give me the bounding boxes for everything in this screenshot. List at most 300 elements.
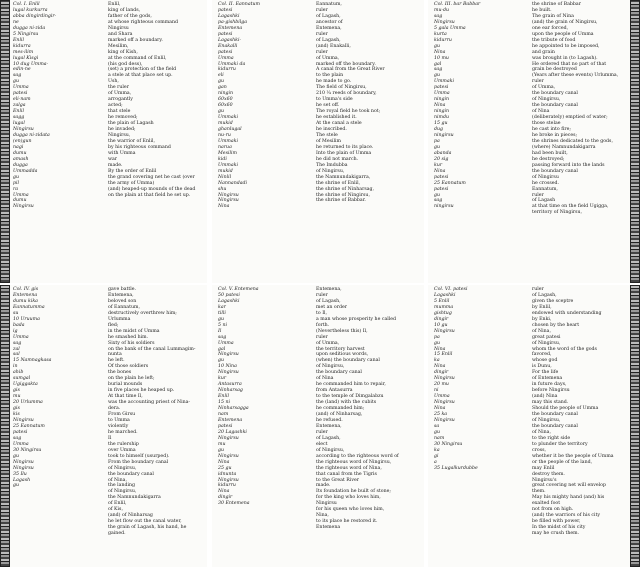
translation-line: (Years after these events) Urlumma,: [532, 73, 619, 79]
sumerian-line: 10 Uruuma: [13, 316, 40, 322]
translation-line: by Enlil,: [532, 304, 552, 310]
sumerian-line: 35 Ilu: [13, 471, 27, 477]
sumerian-line: zalga: [13, 103, 26, 109]
translation-line: the righteous word of Nina,: [316, 465, 382, 471]
translation-line: In the midst of his city: [532, 525, 586, 531]
translation-line: great patesi: [532, 334, 561, 340]
translation-line: ruler: [316, 31, 328, 37]
sumerian-line: Ummaki da: [218, 61, 246, 67]
translation-line: ruler: [532, 79, 544, 85]
translation-line: Entemena,: [316, 423, 342, 429]
translation-line: (where) Namnundakigarra: [532, 144, 596, 150]
sumerian-line: Ningirsu: [13, 417, 34, 423]
translation-line: (Nevertheless this) Il,: [316, 328, 368, 334]
sumerian-line: ahib: [13, 370, 24, 376]
sumerian-line: gu: [13, 79, 20, 85]
translation-line: he inscribed.: [316, 127, 347, 133]
sumerian-line: Eannatumma: [13, 304, 45, 310]
translation-line: Entemena,: [316, 287, 342, 292]
sumerian-line: dumu: [13, 150, 27, 156]
translation-line: is Dunu,: [532, 364, 552, 370]
translation-line: of Ningirsu,: [316, 364, 345, 370]
translation-line: cross,: [532, 447, 546, 453]
translation-line: gained.: [108, 531, 126, 537]
sumerian-line: Ningirsu: [13, 465, 34, 471]
sumerian-line: kidurru: [434, 37, 452, 43]
translation-line: he refused.: [316, 417, 343, 423]
translation-line: of Mesilim: [316, 138, 341, 144]
sumerian-line: tilli: [218, 310, 226, 316]
col4-english: [108, 287, 195, 537]
translation-line: over Umma: [108, 447, 136, 453]
sumerian-line: 20 sig: [434, 156, 449, 162]
col5-english: [316, 287, 399, 531]
sumerian-line: ra: [13, 186, 19, 192]
sumerian-line: kar: [218, 304, 226, 310]
sumerian-line: sag: [13, 435, 22, 441]
translation-line: (when) the boundary canal: [316, 358, 380, 364]
translation-line: of Lagash: [532, 198, 556, 204]
translation-line: to the plain: [316, 73, 344, 79]
sumerian-line: Col. V. Entemena: [218, 287, 259, 292]
translation-line: ruler: [532, 192, 544, 198]
panel-2: [212, 0, 424, 283]
sumerian-line: ningin: [218, 91, 234, 97]
sumerian-line: mu-du: [434, 7, 450, 13]
sumerian-line: sag: [13, 340, 22, 346]
sumerian-line: gal: [434, 61, 442, 67]
sumerian-line: Antasurra: [218, 382, 242, 388]
translation-line: grain be destroyed: [532, 67, 577, 73]
translation-line: A canal from the Great River: [316, 67, 385, 73]
translation-line: the bones: [108, 370, 132, 376]
sumerian-line: gu: [434, 192, 441, 198]
translation-line: may this stand.: [532, 400, 569, 406]
sumerian-line: Ningirsu: [218, 370, 239, 376]
sumerian-line: 10 Nina: [218, 364, 237, 370]
sumerian-line: gis: [13, 406, 20, 412]
translation-line: of Entemena: [532, 376, 563, 382]
translation-line: he built.: [532, 7, 552, 13]
translation-line: Enlil,: [108, 2, 121, 7]
sumerian-line: ningin: [434, 97, 450, 103]
translation-line: the grand covering net he cast (over: [108, 174, 195, 180]
sumerian-line: mukid: [218, 168, 233, 174]
sumerian-line: Ummadda: [13, 168, 38, 174]
translation-line: he cast into fire;: [532, 127, 571, 133]
translation-line: he broke in pieces;: [532, 132, 578, 138]
sumerian-line: sagg: [13, 115, 25, 121]
translation-line: of Ningirsu,: [532, 97, 561, 103]
sumerian-line: 20 mu: [434, 382, 449, 388]
translation-line: ruler: [316, 334, 328, 340]
sumerian-line: sag: [434, 198, 443, 204]
translation-line: and grain: [532, 49, 555, 55]
sumerian-line: Ugiggakta: [13, 382, 38, 388]
translation-line: he did not march.: [316, 156, 359, 162]
sumerian-line: Umma: [13, 192, 29, 198]
sumerian-line: 25 Eannatum: [434, 180, 466, 186]
translation-line: met an order: [316, 304, 347, 310]
sumerian-line: 5 ni: [218, 322, 227, 328]
translation-line: that stele: [108, 109, 131, 115]
translation-line: the shrine of Ninharsag,: [316, 186, 375, 192]
col6-sumerian: [434, 287, 478, 472]
sumerian-line: Lagash: [13, 477, 31, 483]
translation-line: of Nina,: [108, 477, 127, 483]
translation-line: he destroyed;: [532, 156, 565, 162]
sumerian-line: ningirsu: [434, 204, 454, 210]
sumerian-line: gu: [13, 174, 20, 180]
translation-line: He ordered that no part of that: [532, 61, 607, 67]
translation-line: (and) of Ninharsag: [108, 513, 153, 519]
translation-line: to the Great River: [316, 477, 359, 483]
translation-line: at that time on the field Ugigga,: [532, 204, 609, 210]
translation-line: ruler: [316, 429, 328, 435]
sumerian-line: 5 Ningirsu: [13, 31, 39, 37]
sumerian-line: dumu: [13, 198, 27, 204]
sumerian-line: narua: [218, 144, 232, 150]
translation-line: he smashed him.: [108, 334, 149, 340]
translation-line: exalted foot: [532, 501, 561, 507]
sumerian-line: zal: [13, 346, 20, 352]
translation-line: he let flow out the canal water,: [108, 519, 182, 525]
translation-line: of Ningirsu,: [316, 168, 345, 174]
translation-line: king of lands,: [108, 7, 141, 13]
translation-line: he commanded him to repair,: [316, 382, 386, 388]
translation-line: he invaded;: [108, 127, 136, 133]
sumerian-line: 20 Urlumma: [13, 400, 43, 406]
sumerian-line: nu-ru: [218, 132, 231, 138]
sumerian-line: sag: [434, 67, 443, 73]
translation-line: Sixty of his soldiers: [108, 340, 155, 346]
translation-line: or the people of the land,: [532, 459, 593, 465]
translation-line: at whose righteous command: [108, 19, 178, 25]
translation-line: the boundary canal: [532, 91, 578, 97]
translation-line: ruler: [316, 7, 328, 13]
sumerian-line: ka: [434, 358, 440, 364]
translation-line: of Umma,: [532, 85, 556, 91]
translation-line: Il: [108, 435, 112, 441]
translation-line: he made to go.: [316, 79, 352, 85]
sumerian-line: dugga ni-zidata: [13, 132, 50, 138]
translation-line: to its place he restored it.: [316, 519, 378, 525]
translation-line: to Umma's side: [316, 97, 353, 103]
translation-line: the boundary canal: [532, 168, 578, 174]
translation-line: of Ningirsu,: [316, 447, 345, 453]
translation-line: by Enki,: [532, 316, 552, 322]
translation-line: elect: [316, 441, 328, 447]
sumerian-line: 25 ka: [434, 412, 448, 418]
sumerian-line: patesi: [218, 31, 233, 37]
sumerian-line: ningin: [434, 109, 450, 115]
translation-line: of Umma,: [316, 340, 340, 346]
sumerian-line: 10 dug Umma-: [13, 61, 49, 67]
translation-line: the tribute of food: [532, 37, 576, 43]
sumerian-line: Nina: [218, 204, 230, 210]
sumerian-line: pa: [434, 138, 440, 144]
translation-line: forth.: [316, 322, 330, 328]
sumerian-line: Umma: [218, 340, 234, 346]
translation-line: (and) Enakalli,: [316, 43, 351, 49]
sumerian-line: Nannandadi: [218, 180, 248, 186]
translation-line: one ear forced,: [532, 25, 569, 31]
translation-line: to plunder the territory: [532, 441, 588, 447]
sumerian-line: gu: [218, 109, 225, 115]
translation-line: to Umma: [108, 417, 130, 423]
panel-1: [0, 0, 207, 283]
sumerian-line: 25 Eannatum: [13, 423, 45, 429]
translation-line: to the right side: [532, 435, 571, 441]
sumerian-line: gu: [218, 358, 225, 364]
sumerian-line: kur: [218, 376, 227, 382]
translation-line: For the life: [532, 370, 559, 376]
translation-line: territory of Ningirsu,: [532, 210, 583, 216]
translation-line: the rulership: [108, 441, 139, 447]
translation-line: them.: [532, 489, 546, 495]
sumerian-line: Ningirsu: [434, 376, 455, 382]
translation-line: marked off the boundary.: [316, 61, 376, 67]
sumerian-line: patesi: [218, 7, 233, 13]
sumerian-line: Ummaki: [218, 162, 238, 168]
sumerian-line: gu: [434, 73, 441, 79]
sumerian-line: ig: [13, 328, 18, 334]
translation-line: king of Kish,: [108, 49, 138, 55]
sumerian-line: lugal kurkurra: [13, 7, 48, 13]
sumerian-line: su: [13, 310, 19, 316]
translation-line: the shrine of Enlil,: [316, 180, 361, 186]
sumerian-line: Nina: [434, 103, 446, 109]
cuneiform-strip: [630, 0, 640, 283]
translation-line: At that time Il,: [108, 394, 143, 400]
sumerian-line: Ninharsagga: [218, 406, 249, 412]
sumerian-line: 60x60: [218, 97, 233, 103]
translation-line: of Eannatum,: [108, 304, 140, 310]
translation-line: (deliberately) emptied of water;: [532, 115, 608, 121]
translation-line: that canal from the Tigris: [316, 471, 377, 477]
translation-line: the army of Umma): [108, 180, 155, 186]
sumerian-line: nimdu: [434, 115, 449, 121]
translation-line: nunta: [108, 352, 122, 358]
translation-line: and Shara: [108, 31, 133, 37]
translation-line: war: [108, 156, 118, 162]
sumerian-line: ka: [434, 447, 440, 453]
translation-line: the boundary canal: [532, 423, 578, 429]
sumerian-line: Col. III. bar Babbar: [434, 2, 481, 7]
translation-line: The grain of Nina: [532, 13, 574, 19]
sumerian-line: kidurru: [218, 67, 236, 73]
translation-line: Ningirsu,: [108, 132, 131, 138]
sumerian-line: Nina: [218, 489, 230, 495]
sumerian-line: idnunta: [218, 471, 237, 477]
translation-line: with Umma: [108, 150, 136, 156]
panel-5: [212, 285, 424, 567]
sumerian-line: Col. I. Enlil: [13, 2, 40, 7]
sumerian-line: Ningirsu: [218, 192, 239, 198]
translation-line: Its foundation he built of stone;: [316, 489, 391, 495]
sumerian-line: Col. II. Eannatum: [218, 2, 260, 7]
translation-line: the (land) with the cubits: [316, 400, 377, 406]
translation-line: the boundary canal: [532, 103, 578, 109]
translation-line: in five places he heaped up.: [108, 388, 175, 394]
sumerian-line: Enlil: [13, 109, 24, 115]
sumerian-line: 5 Enlil: [434, 298, 450, 304]
translation-line: The royal field he took not;: [316, 109, 381, 115]
sumerian-line: a: [434, 459, 437, 465]
translation-line: of Lagash,: [532, 292, 557, 298]
translation-line: of Lagash,: [316, 37, 341, 43]
translation-line: the boundary canal: [532, 412, 578, 418]
translation-line: of Enlil,: [108, 501, 127, 507]
sumerian-line: bada: [13, 322, 25, 328]
sumerian-line: kidurra: [13, 43, 31, 49]
translation-line: the grain of Lagash, his hand, he: [108, 525, 187, 531]
sumerian-line: dumu kika: [13, 298, 38, 304]
sumerian-line: patesi: [13, 91, 28, 97]
sumerian-line: 30 Ningirsu: [434, 441, 463, 447]
sumerian-line: Nina: [434, 406, 446, 412]
sumerian-line: 5 gala Umma: [434, 25, 466, 31]
sumerian-line: pa-gishbilga: [218, 19, 248, 25]
translation-line: Ningirsu: [316, 501, 337, 507]
translation-line: the landing: [108, 483, 135, 489]
translation-line: Into the plain of Umma: [316, 150, 372, 156]
translation-line: the shrine of Babbar: [532, 2, 581, 7]
translation-line: Entemena,: [316, 25, 342, 31]
translation-line: whom the word of the gods: [532, 346, 597, 352]
cuneiform-strip: [0, 0, 10, 283]
sumerian-line: mu: [13, 394, 21, 400]
sumerian-line: Entemena: [218, 25, 243, 31]
translation-line: he removed;: [108, 115, 138, 121]
sumerian-line: gu: [434, 144, 441, 150]
sumerian-line: dingir: [434, 316, 449, 322]
translation-line: the shrine of Ningirsu,: [316, 192, 370, 198]
sumerian-line: kidurru: [218, 483, 236, 489]
sumerian-line: sa: [434, 423, 440, 429]
sumerian-line: Ummaki: [434, 79, 454, 85]
translation-line: of Lagash,: [316, 435, 341, 441]
sumerian-line: patesi: [434, 174, 449, 180]
translation-line: for his queen who loves him,: [316, 507, 385, 513]
translation-line: great covering net will envelop: [532, 483, 607, 489]
translation-line: of Ningirsu,: [108, 465, 137, 471]
translation-line: was the accounting priest of Nina-: [108, 400, 191, 406]
translation-line: of Ningirsu,: [532, 417, 561, 423]
translation-line: ruler: [316, 292, 328, 298]
panel-4: [0, 285, 207, 567]
translation-line: the Namnundakigarra,: [316, 174, 371, 180]
translation-line: on the plain he left;: [108, 376, 155, 382]
sumerian-line: Ningirsu: [13, 204, 34, 210]
col1-english: [108, 2, 195, 198]
translation-line: marked off a boundary.: [108, 37, 163, 43]
translation-line: he marched.: [108, 429, 138, 435]
sumerian-line: Nina: [218, 459, 230, 465]
sumerian-line: (en)gun: [13, 138, 32, 144]
sumerian-line: nam: [434, 435, 445, 441]
sumerian-line: 25 gu: [218, 465, 232, 471]
translation-line: be filled with power,: [532, 519, 581, 525]
translation-line: he set off.: [316, 103, 340, 109]
translation-line: destroy them.: [532, 471, 565, 477]
sumerian-line: 30 Entemena: [218, 501, 250, 507]
translation-line: gave battle.: [108, 287, 137, 292]
translation-line: of Kis,: [108, 507, 123, 513]
sumerian-line: Col. IV. gis: [13, 287, 39, 292]
sumerian-line: patesi: [13, 429, 28, 435]
translation-line: chosen by the heart: [532, 322, 580, 328]
translation-line: the shrine of Babbar.: [316, 198, 366, 204]
translation-line: of Umma,: [316, 55, 340, 61]
sumerian-line: nagi: [13, 144, 24, 150]
sumerian-line: Ningirsu: [218, 352, 239, 358]
translation-line: ruler: [532, 287, 544, 292]
translation-line: he established it.: [316, 115, 357, 121]
translation-line: the ruler: [108, 85, 129, 91]
sumerian-line: eli: [218, 73, 224, 79]
translation-line: a man whose prosperity he called: [316, 316, 397, 322]
cuneiform-strip: [630, 285, 640, 567]
translation-line: may Enlil: [532, 465, 555, 471]
translation-line: of Nina,: [532, 328, 551, 334]
translation-line: made.: [316, 483, 331, 489]
sumerian-line: Ningirsu: [218, 198, 239, 204]
sumerian-line: Umma: [13, 334, 29, 340]
sumerian-line: Ummaki: [218, 138, 238, 144]
sumerian-line: gu: [434, 429, 441, 435]
translation-line: to the temple of Dimgalabzu: [316, 394, 384, 400]
sumerian-line: 15 gu: [434, 121, 448, 127]
translation-line: took to himself (usurped).: [108, 453, 170, 459]
sumerian-line: gu: [218, 447, 225, 453]
sumerian-line: Col. VI. patesi: [434, 287, 468, 292]
sumerian-line: sag: [13, 73, 22, 79]
sumerian-line: amash: [13, 156, 29, 162]
sumerian-line: gi: [434, 453, 439, 459]
translation-line: of Ningirsu,: [532, 340, 561, 346]
sumerian-line: gal: [218, 346, 226, 352]
col2-english: [316, 2, 385, 204]
translation-line: Of those soldiers: [108, 364, 149, 370]
sumerian-line: patesi: [434, 85, 449, 91]
translation-line: acted;: [108, 103, 123, 109]
col4-sumerian: [13, 287, 51, 489]
translation-line: violently: [108, 423, 129, 429]
sumerian-line: gu: [218, 316, 225, 322]
sumerian-line: Ummaki: [218, 115, 238, 121]
translation-line: The stele: [316, 132, 338, 138]
translation-line: the boundary canal: [108, 471, 154, 477]
sumerian-line: gan: [218, 85, 227, 91]
translation-line: whether it be the people of Umma: [532, 453, 614, 459]
sumerian-line: 35 Lugalkurdubbe: [434, 465, 478, 471]
translation-line: a stele at that place set up.: [108, 73, 173, 79]
sumerian-line: dingir: [434, 370, 449, 376]
sumerian-line: Ningirsu: [13, 459, 34, 465]
sumerian-line: Umma: [13, 441, 29, 447]
translation-line: (set) a protection of the field: [108, 67, 177, 73]
panel-3: [428, 0, 640, 283]
translation-line: Entemena,: [108, 292, 134, 298]
translation-line: upon seditious words,: [316, 352, 369, 358]
sumerian-line: Enlil: [218, 394, 229, 400]
translation-line: made.: [108, 162, 123, 168]
translation-line: Eannatum,: [316, 2, 342, 7]
sumerian-line: abba dingirdingir-: [13, 13, 57, 19]
sumerian-line: Ningirsu: [13, 127, 34, 133]
sumerian-line: dug: [434, 127, 444, 133]
